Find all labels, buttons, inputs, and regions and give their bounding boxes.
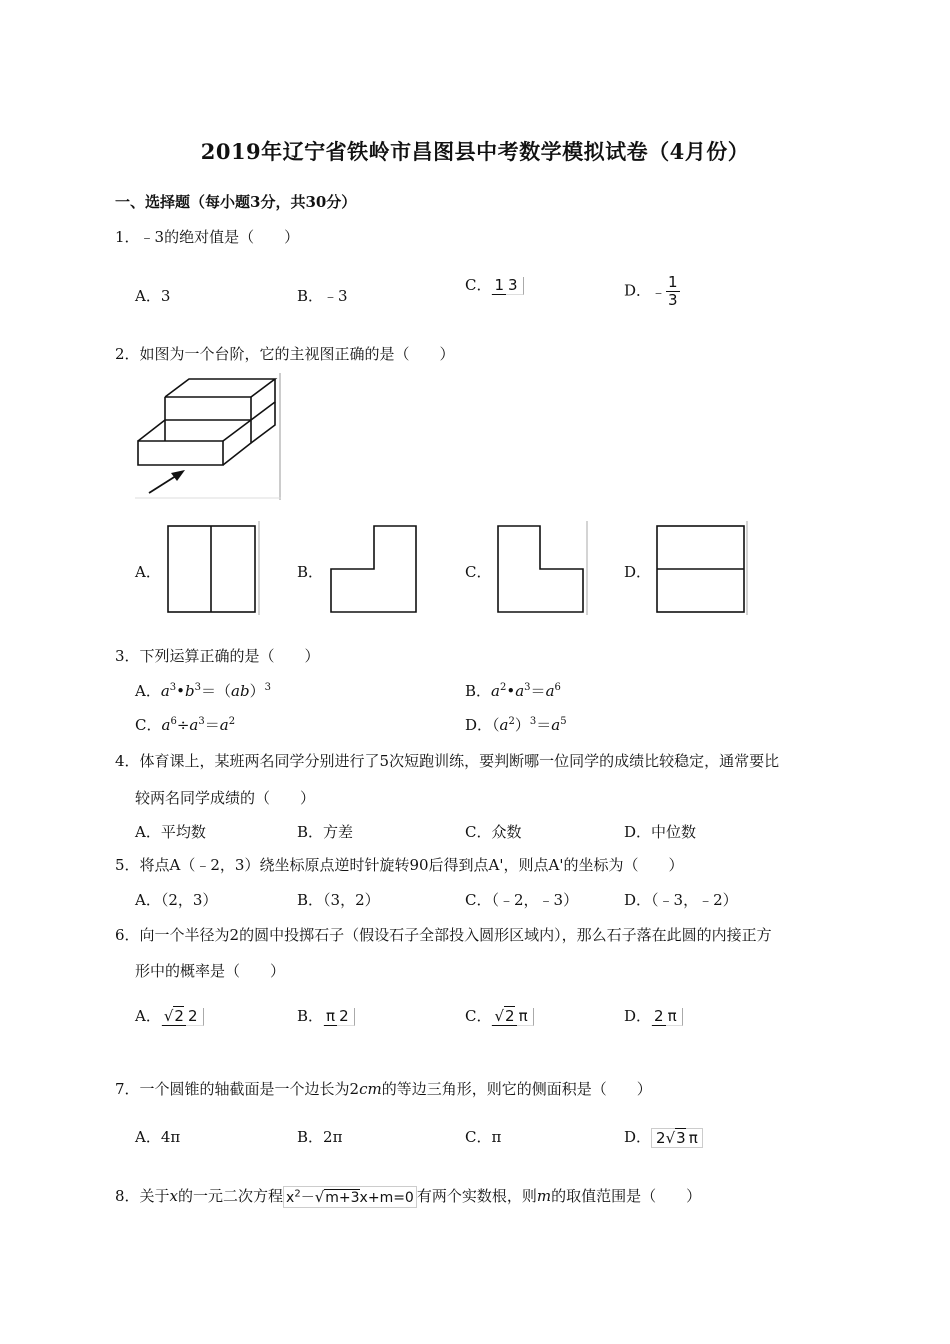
q6-option-d-label: D． <box>624 1007 652 1025</box>
q2-option-b-figure <box>329 521 423 615</box>
q7-option-a: A．4π <box>135 1128 181 1146</box>
q6-a-numerator: 2 <box>174 1007 184 1025</box>
q4-stem-line1: 4．体育课上，某班两名同学分别进行了5次短跑训练，要判断哪一位同学的成绩比较稳定，通常要比 <box>115 752 780 770</box>
q6-stem-line1: 6．向一个半径为2的圆中投掷石子（假设石子全部投入圆形区域内），那么石子落在此圆的内接正方 <box>115 926 772 944</box>
q6-option-d <box>624 1005 683 1026</box>
q8-stem-pre: 8．关于 <box>115 1187 170 1205</box>
q6-option-c: C． √2 π <box>465 1005 534 1026</box>
q1-d-sign: ﹣ <box>651 283 667 301</box>
q2-option-d-label: D． <box>624 563 652 581</box>
q7-option-d-label: D． <box>624 1128 652 1146</box>
q8-var-m: m <box>536 1187 552 1205</box>
q3-option-b: B．$a^2•a^3=a^6$ <box>465 682 561 700</box>
q6-b-numerator: π <box>326 1007 336 1025</box>
q2-option-c-label: C． <box>465 563 492 581</box>
q3-stem: 3．下列运算正确的是（ ） <box>115 647 320 665</box>
q8-eq-radicand: m+3 <box>325 1190 360 1206</box>
q3-option-d-label: D． <box>465 716 493 734</box>
q6-c-denominator: π <box>518 1007 528 1025</box>
q7-d-pi: π <box>688 1129 698 1147</box>
q3-option-c-label: C． <box>135 716 162 734</box>
q7-option-d: D． 2√3 π <box>624 1126 703 1148</box>
q3-option-d: D．$(a^2)^3=a^5$ <box>465 716 567 734</box>
q8-eq-x: x <box>286 1190 295 1206</box>
q1-c-numerator: 1 <box>494 276 505 294</box>
q6-d-numerator: 2 <box>654 1007 664 1025</box>
q4-option-d: D．中位数 <box>624 823 697 841</box>
q8-stem-post2: 的取值范围是（ ） <box>551 1187 702 1205</box>
q6-option-a: A． √2 2 <box>135 1005 204 1026</box>
q2-option-a-figure <box>166 521 260 615</box>
q3-option-b-label: B． <box>465 682 492 700</box>
q1-d-numerator: 1 <box>668 273 678 291</box>
q2-option-d-figure <box>655 521 749 615</box>
q5-stem: 5．将点A（﹣2，3）绕坐标原点逆时针旋转90后得到点A'，则点A'的坐标为（ ） <box>115 856 684 874</box>
q8-eq-rest: x+m=0 <box>359 1190 414 1206</box>
q4-option-b: B．方差 <box>297 823 354 841</box>
q6-option-b <box>297 1005 355 1026</box>
q1-option-c <box>465 274 524 295</box>
q7-unit: cm <box>359 1080 382 1098</box>
q3-option-c: C．$a^6\div a^3=a^2$ <box>135 716 236 734</box>
q6-option-c-label: C． <box>465 1007 492 1025</box>
q5-option-b: B．（3，2） <box>297 891 380 909</box>
q6-stem-line2: 形中的概率是（ ） <box>135 962 286 980</box>
q2-option-c-figure <box>496 521 590 615</box>
q5-option-c: C．（﹣2，﹣3） <box>465 891 579 909</box>
q1-option-b: B．﹣3 <box>297 287 348 305</box>
q1-option-a: A．3 <box>135 287 171 305</box>
q8-stem-post1: 有两个实数根，则 <box>416 1187 537 1205</box>
q5-option-d: D．（﹣3，﹣2） <box>624 891 738 909</box>
section-heading: 一、选择题（每小题3分，共30分） <box>115 193 357 211</box>
q1-option-c-label: C． <box>465 276 492 294</box>
q7-d-radicand: 3 <box>676 1129 686 1147</box>
q7-stem <box>115 1078 652 1099</box>
q5-option-a: A．（2，3） <box>135 891 218 909</box>
q2-option-b-label: B． <box>297 563 324 581</box>
q8-var-x: x <box>169 1187 179 1205</box>
q6-option-a-label: A． <box>135 1007 161 1025</box>
q1-c-denominator: 3 <box>508 276 518 294</box>
q4-stem-line2: 较两名同学成绩的（ ） <box>135 789 316 807</box>
q6-b-denominator: 2 <box>339 1007 349 1025</box>
q8-equation: $x^2-√m+3x+m=0$ <box>283 1186 417 1208</box>
q1-option-d-label: D． <box>624 281 652 300</box>
q8-eq-square: 2 <box>294 1188 301 1200</box>
q1-d-denominator: 3 <box>668 291 678 309</box>
page-title: 2019年辽宁省铁岭市昌图县中考数学模拟试卷（4月份） <box>200 139 750 164</box>
q8-stem-mid: 的一元二次方程 <box>178 1187 284 1205</box>
q8-eq-minus: － <box>300 1190 315 1206</box>
q3-option-a: A．$a^3•b^3=(ab)^3$ <box>135 682 271 700</box>
q7-d-coefficient: 2 <box>656 1129 666 1147</box>
q6-c-numerator: 2 <box>505 1007 515 1025</box>
q6-option-b-label: B． <box>297 1007 324 1025</box>
q7-option-c: C．π <box>465 1128 502 1146</box>
q7-stem-post: 的等边三角形，则它的侧面积是（ ） <box>381 1080 652 1098</box>
q8-stem <box>115 1185 701 1208</box>
q6-d-denominator: π <box>667 1007 677 1025</box>
q2-stem: 2．如图为一个台阶，它的主视图正确的是（ ） <box>115 345 455 363</box>
staircase-figure <box>135 373 281 500</box>
q2-option-a-label: A． <box>135 563 161 581</box>
q7-option-b: B．2π <box>297 1128 343 1146</box>
q3-option-a-label: A． <box>135 682 161 700</box>
q1-option-d <box>624 274 680 309</box>
q6-a-denominator: 2 <box>187 1007 198 1025</box>
q7-stem-pre: 7．一个圆锥的轴截面是一个边长为2 <box>115 1080 360 1098</box>
q1-stem: 1．﹣3的绝对值是（ ） <box>115 228 300 246</box>
q4-option-c: C．众数 <box>465 823 522 841</box>
q4-option-a: A．平均数 <box>135 823 206 841</box>
